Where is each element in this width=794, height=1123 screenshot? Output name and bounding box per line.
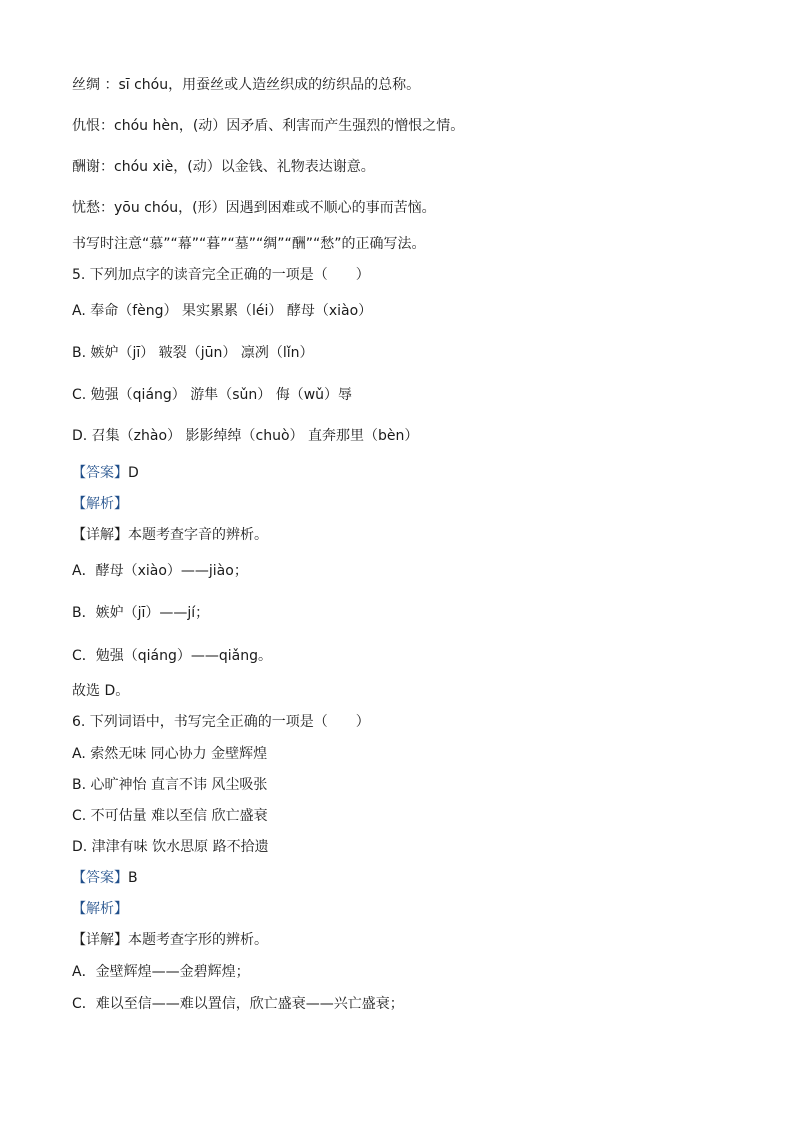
question-6-answer <box>72 869 138 887</box>
question-5-detail: 【详解】本题考查字音的辨析。 <box>72 527 268 543</box>
question-5-detail-a: A．酵母（xiào）——jiào； <box>72 563 248 579</box>
question-6-stem: 6. 下列词语中，书写完全正确的一项是（ ） <box>72 714 370 730</box>
definition-worry: 忧愁：yōu chóu，(形）因遇到困难或不顺心的事而苦恼。 <box>72 200 436 216</box>
answer-label: 【答案】 <box>72 870 128 886</box>
definition-hatred: 仇恨：chóu hèn，(动）因矛盾、利害而产生强烈的憎恨之情。 <box>72 118 465 134</box>
question-5-option-c: C. 勉强（qiáng） 游隼（sǔn） 侮（wǔ）辱 <box>72 387 353 403</box>
question-6-option-b: B. 心旷神怡 直言不讳 风尘吸张 <box>72 777 268 793</box>
question-6-analysis-label: 【解析】 <box>72 901 128 917</box>
question-6-option-c: C. 不可估量 难以至信 欣亡盛衰 <box>72 808 268 824</box>
answer-value: B <box>128 870 138 886</box>
question-6-option-a: A. 索然无味 同心协力 金壁辉煌 <box>72 746 268 762</box>
definition-silk: 丝绸 ：sī chóu，用蚕丝或人造丝织成的纺织品的总称。 <box>72 77 421 93</box>
question-5-detail-b: B．嫉妒（jī）——jí； <box>72 605 210 621</box>
question-5-analysis-label: 【解析】 <box>72 496 128 512</box>
question-5-option-b: B. 嫉妒（jī） 皲裂（jūn） 凛冽（lǐn） <box>72 345 314 361</box>
question-5-detail-c: C．勉强（qiáng）——qiǎng。 <box>72 648 273 664</box>
question-5-conclusion: 故选 D。 <box>72 683 130 699</box>
question-5-option-a: A. 奉命（fèng） 果实累累（léi） 酵母（xiào） <box>72 303 373 319</box>
question-6-option-d: D. 津津有味 饮水思原 路不拾遗 <box>72 839 269 855</box>
question-5-option-d: D. 召集（zhào） 影影绰绰（chuò） 直奔那里（bèn） <box>72 428 419 444</box>
answer-label: 【答案】 <box>72 465 128 481</box>
question-6-detail: 【详解】本题考查字形的辨析。 <box>72 932 268 948</box>
writing-note: 书写时注意“慕”“幕”“暮”“墓”“绸”“酬”“愁”的正确写法。 <box>72 236 426 252</box>
question-6-detail-c: C．难以至信——难以置信，欣亡盛衰——兴亡盛衰； <box>72 996 404 1012</box>
question-5-stem: 5. 下列加点字的读音完全正确的一项是（ ） <box>72 267 370 283</box>
question-5-answer <box>72 464 139 482</box>
question-6-detail-a: A．金壁辉煌——金碧辉煌； <box>72 964 250 980</box>
answer-value: D <box>128 465 139 481</box>
definition-thanks: 酬谢：chóu xiè，(动）以金钱、礼物表达谢意。 <box>72 159 375 175</box>
